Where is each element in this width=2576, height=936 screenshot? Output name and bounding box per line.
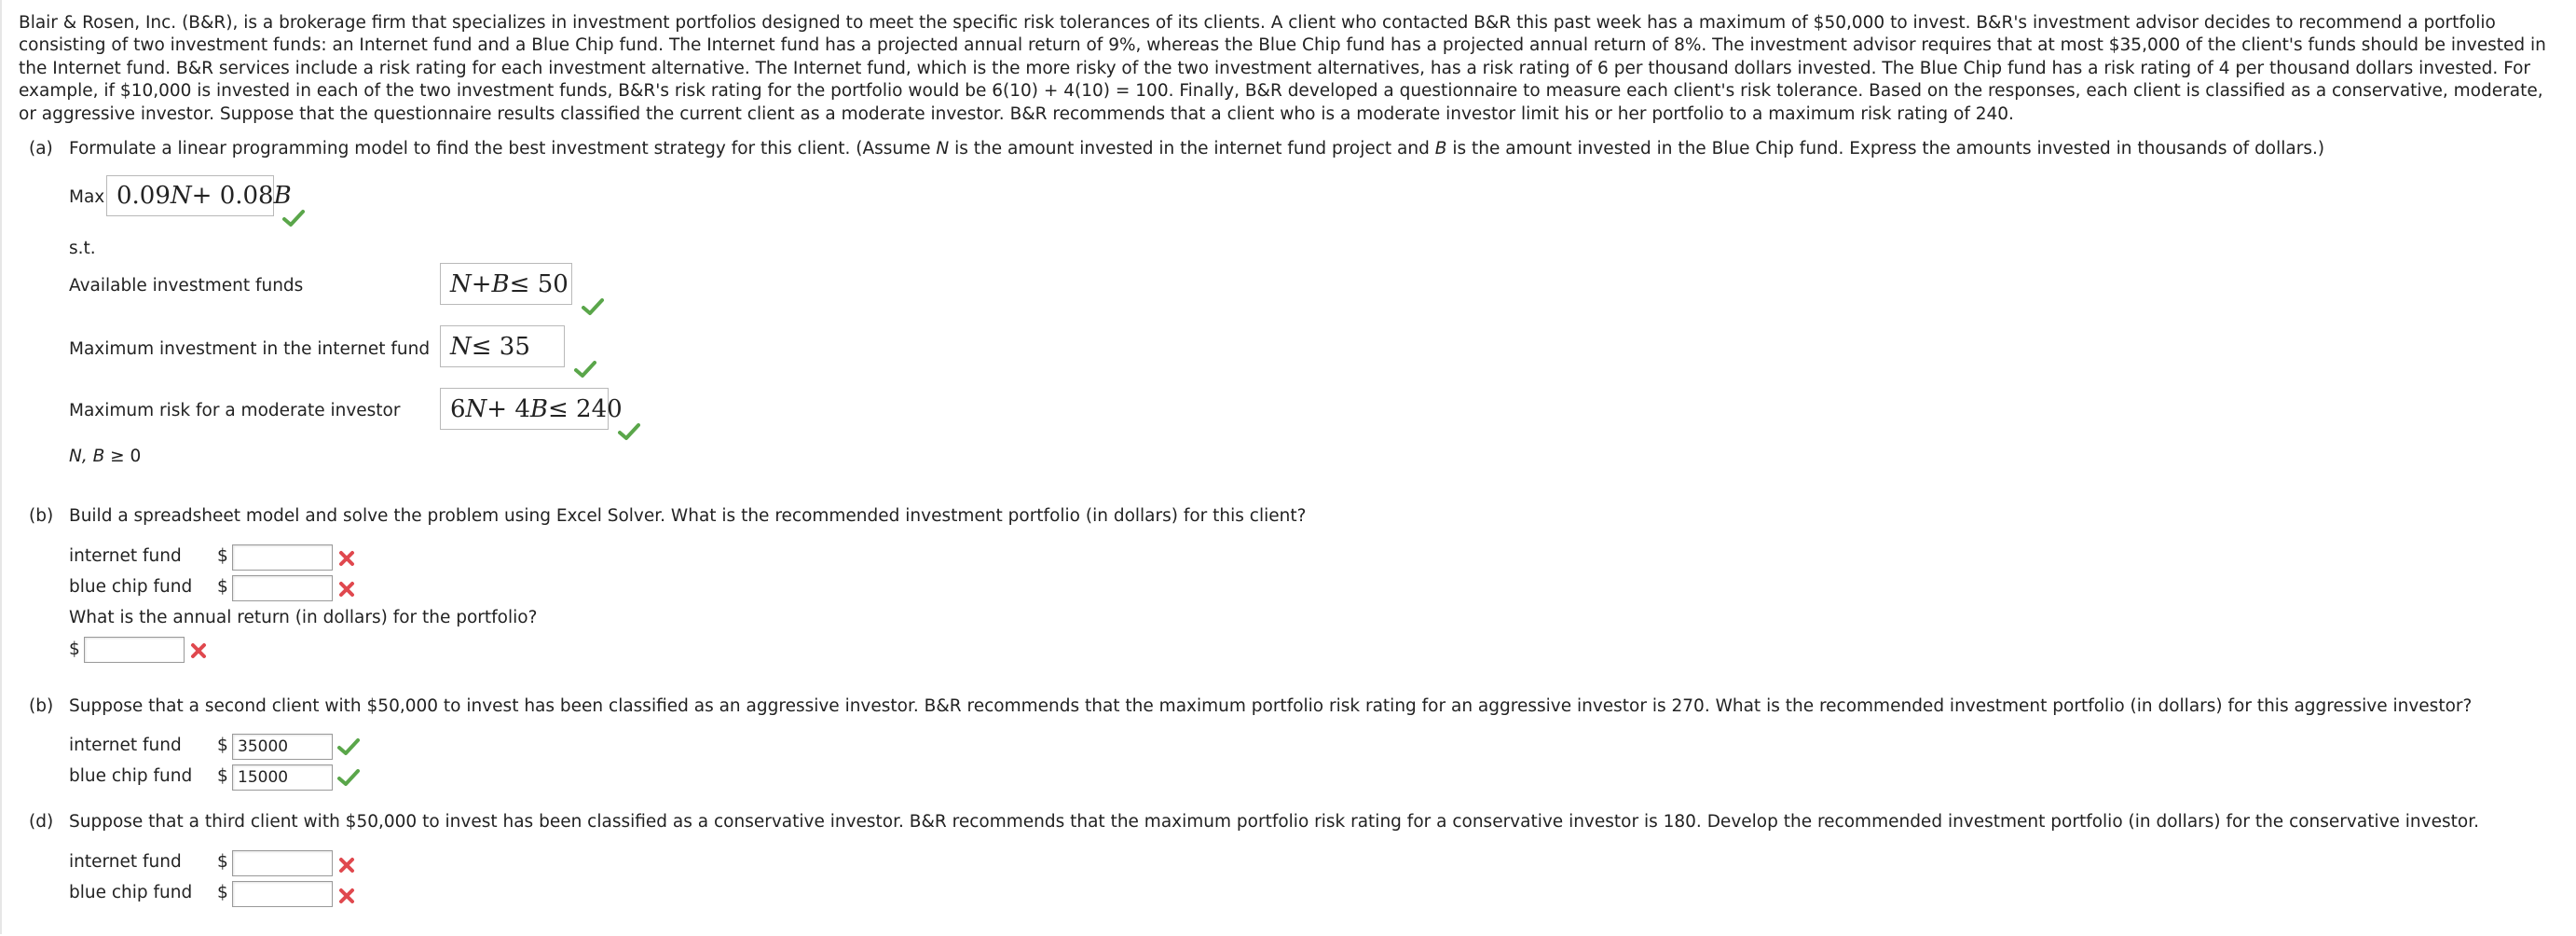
- aggressive-blue-chip-fund-input[interactable]: [232, 764, 333, 791]
- objective-function-field[interactable]: 0.09 N + 0.08 B: [106, 175, 274, 216]
- checkmark-icon: [574, 360, 596, 379]
- conservative-blue-chip-fund-input[interactable]: [232, 881, 333, 907]
- blue-chip-fund-label: blue chip fund: [69, 883, 193, 902]
- checkmark-icon: [618, 422, 640, 441]
- checkmark-icon: [282, 209, 305, 227]
- problem-statement: Blair & Rosen, Inc. (B&R), is a brokerage firm that specializes in investment portfolios designed to meet the specific risk tolerances of its clients. A client who contacted B&R this past week has a maximum of $50,000 to invest. B&R's investment advisor decides to recommend a portfolio consisting of two investment funds: an Internet fund and a Blue Chip fund. The Internet fund has a projected annual return of 9%, whereas the Blue Chip fund has a projected annual return of 8%. The investment advisor requires that at most $35,000 of the client's funds should be invested in the Internet fund. B&R services include a risk rating for each investment alternative. The Internet fund, which is the more risky of the two investment alternatives, has a risk rating of 6 per thousand dollars invested. The Blue Chip fund has a risk rating of 4 per thousand dollars invested. For example, if $10,000 is invested in each of the two investment funds, B&R's risk rating for the portfolio would be 6(10) + 4(10) = 100. Finally, B&R developed a questionnaire to measure each client's risk tolerance. Based on the responses, each client is classified as a conservative, moderate, or aggressive investor. Suppose that the questionnaire results classified the current client as a moderate investor. B&R recommends that a client who is a moderate investor limit his or her portfolio to a maximum risk rating of 240.: [19, 13, 2546, 124]
- annual-return-input[interactable]: [84, 637, 185, 663]
- x-mark-icon: [337, 856, 356, 874]
- conservative-internet-fund-input[interactable]: [232, 850, 333, 876]
- checkmark-icon: [337, 768, 360, 787]
- part-a-question: Formulate a linear programming model to find the best investment strategy for this client. (Assume N is the amount invested in the internet fund project and B is the amount invested in the Blue Chip fund. Express the amounts invested in thousands of dollars.): [69, 139, 2325, 158]
- part-a-letter: (a): [29, 139, 53, 158]
- nonnegativity-constraint: N, B ≥ 0: [69, 447, 142, 466]
- part-b-letter: (b): [29, 506, 54, 526]
- currency-symbol: $: [217, 766, 228, 786]
- part-b-blue-chip-fund-input[interactable]: [232, 575, 333, 601]
- constraint-internet-field[interactable]: N ≤ 35: [440, 325, 565, 367]
- x-mark-icon: [337, 887, 356, 905]
- currency-symbol: $: [69, 640, 80, 659]
- part-d-letter: (d): [29, 812, 54, 832]
- internet-fund-label: internet fund: [69, 736, 182, 755]
- part-c-letter: (b): [29, 696, 54, 716]
- annual-return-question: What is the annual return (in dollars) for the portfolio?: [69, 608, 538, 627]
- checkmark-icon: [582, 297, 604, 316]
- part-d-question: Suppose that a third client with $50,000 to invest has been classified as a conservative investor. B&R recommends that the maximum portfolio risk rating for a conservative investor is 180. Develop the recommended investment portfolio (in dollars) for the conservative investor.: [69, 812, 2479, 832]
- st-label: s.t.: [69, 239, 96, 258]
- constraint-risk-label: Maximum risk for a moderate investor: [69, 401, 401, 420]
- internet-fund-label: internet fund: [69, 852, 182, 872]
- currency-symbol: $: [217, 577, 228, 597]
- max-label: Max: [69, 187, 105, 207]
- constraint-funds-field[interactable]: N + B ≤ 50: [440, 263, 572, 305]
- currency-symbol: $: [217, 883, 228, 902]
- part-b-question: Build a spreadsheet model and solve the problem using Excel Solver. What is the recommended investment portfolio (in dollars) for this client?: [69, 506, 1307, 526]
- x-mark-icon: [337, 549, 356, 568]
- currency-symbol: $: [217, 546, 228, 566]
- x-mark-icon: [189, 641, 208, 660]
- part-c-question: Suppose that a second client with $50,000 to invest has been classified as an aggressive investor. B&R recommends that the maximum portfolio risk rating for an aggressive investor is 270. What is the recommended investment portfolio (in dollars) for this aggressive investor?: [69, 696, 2473, 716]
- aggressive-internet-fund-input[interactable]: [232, 734, 333, 760]
- blue-chip-fund-label: blue chip fund: [69, 766, 193, 786]
- x-mark-icon: [337, 580, 356, 599]
- internet-fund-label: internet fund: [69, 546, 182, 566]
- part-b-internet-fund-input[interactable]: [232, 544, 333, 571]
- checkmark-icon: [337, 737, 360, 756]
- currency-symbol: $: [217, 852, 228, 872]
- constraint-internet-label: Maximum investment in the internet fund: [69, 339, 431, 359]
- constraint-funds-label: Available investment funds: [69, 276, 304, 296]
- constraint-risk-field[interactable]: 6 N + 4 B ≤ 240: [440, 388, 609, 430]
- currency-symbol: $: [217, 736, 228, 755]
- blue-chip-fund-label: blue chip fund: [69, 577, 193, 597]
